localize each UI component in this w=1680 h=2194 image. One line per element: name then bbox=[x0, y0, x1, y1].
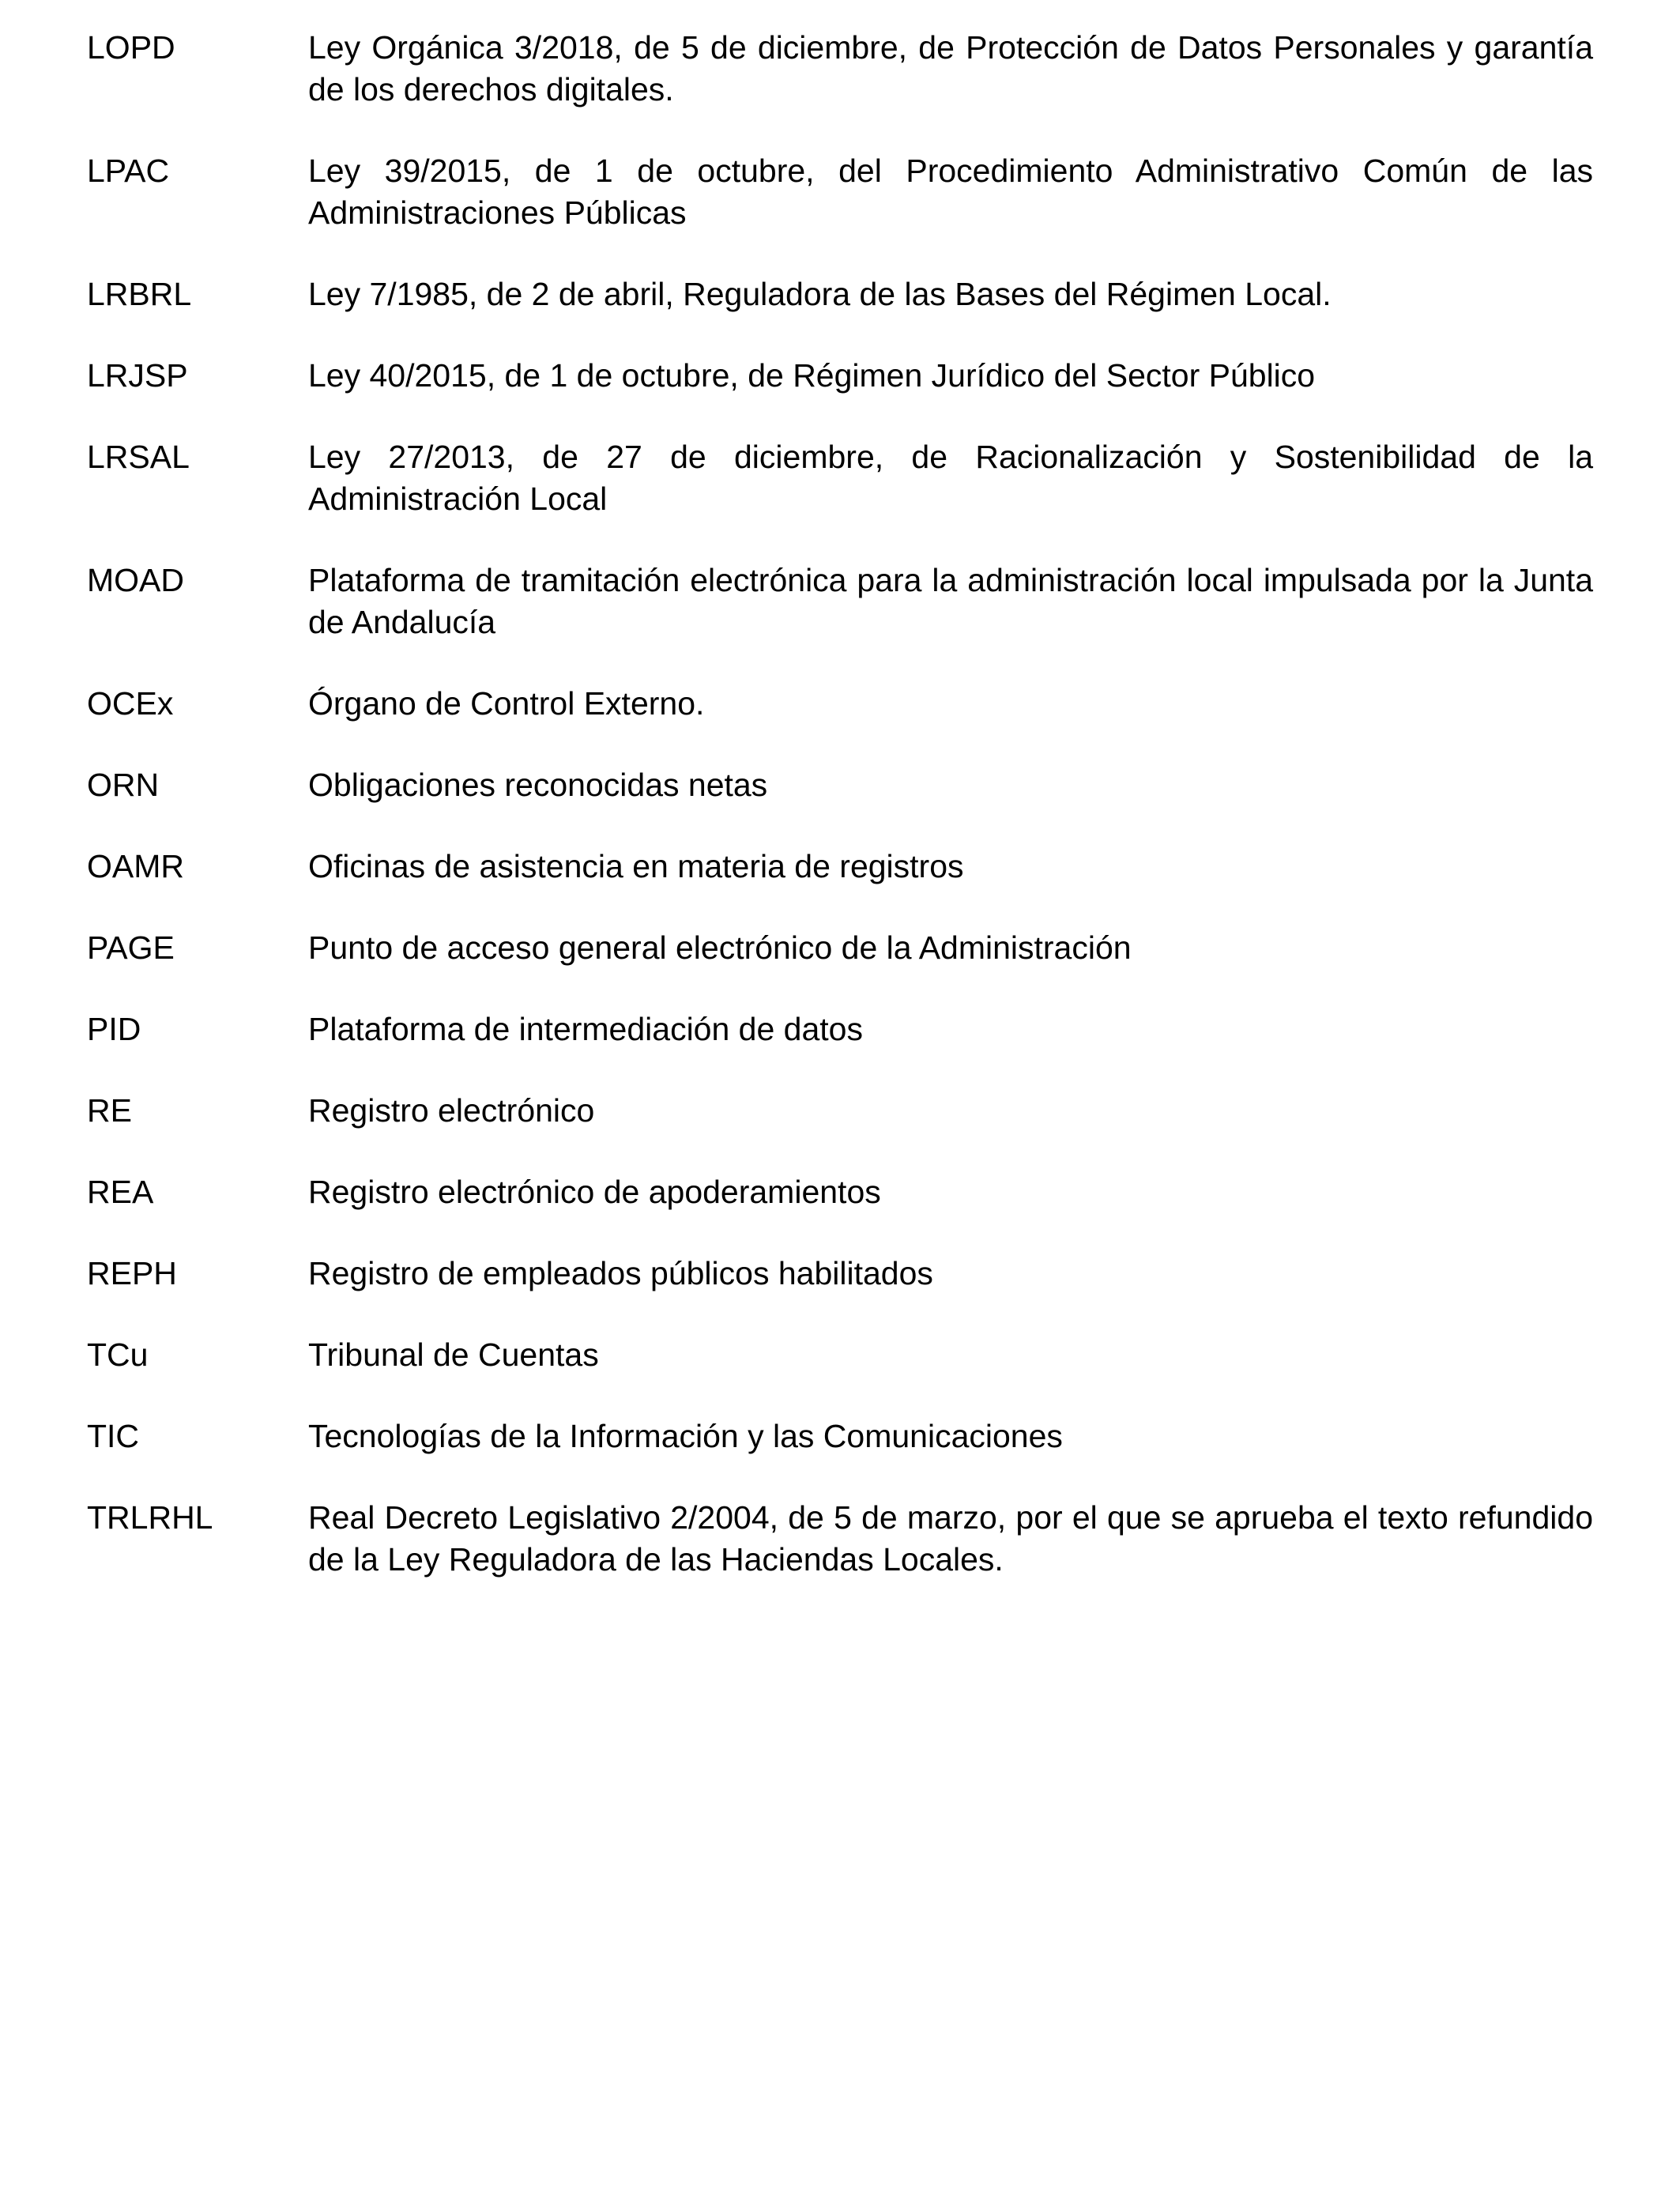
abbreviation: LRBRL bbox=[87, 276, 192, 312]
glossary-entry bbox=[87, 1171, 1593, 1213]
abbreviations-list bbox=[87, 27, 1593, 1620]
glossary-entry bbox=[87, 150, 1593, 234]
glossary-entry bbox=[87, 764, 1593, 806]
definition: Real Decreto Legislativo 2/2004, de 5 de marzo, por el que se aprueba el texto refundido de la Ley Reguladora de las Haciendas Locales. bbox=[308, 1499, 1593, 1578]
abbreviation: RE bbox=[87, 1092, 132, 1129]
definition: Ley 39/2015, de 1 de octubre, del Procedimiento Administrativo Común de las Administraciones Públicas bbox=[308, 153, 1593, 231]
abbreviation: LPAC bbox=[87, 153, 170, 189]
abbreviation: REPH bbox=[87, 1255, 177, 1291]
abbreviation: PID bbox=[87, 1011, 141, 1047]
glossary-entry bbox=[87, 1416, 1593, 1457]
definition: Oficinas de asistencia en materia de registros bbox=[308, 848, 964, 884]
glossary-entry bbox=[87, 846, 1593, 888]
abbreviation: MOAD bbox=[87, 562, 184, 598]
definition: Plataforma de intermediación de datos bbox=[308, 1011, 863, 1047]
abbreviation: LRJSP bbox=[87, 357, 188, 394]
definition: Ley Orgánica 3/2018, de 5 de diciembre, de Protección de Datos Personales y garantía de los derechos digitales. bbox=[308, 29, 1593, 107]
definition: Registro de empleados públicos habilitados bbox=[308, 1255, 933, 1291]
abbreviation: PAGE bbox=[87, 929, 175, 966]
definition: Tribunal de Cuentas bbox=[308, 1336, 599, 1373]
glossary-entry bbox=[87, 1253, 1593, 1295]
abbreviation: ORN bbox=[87, 767, 160, 803]
abbreviation: LRSAL bbox=[87, 439, 190, 475]
abbreviation: TCu bbox=[87, 1336, 149, 1373]
glossary-entry bbox=[87, 560, 1593, 643]
abbreviation: TRLRHL bbox=[87, 1499, 213, 1536]
glossary-entry bbox=[87, 436, 1593, 520]
definition: Plataforma de tramitación electrónica para la administración local impulsada por la Junta de Andalucía bbox=[308, 562, 1593, 640]
definition: Registro electrónico de apoderamientos bbox=[308, 1174, 881, 1210]
glossary-entry bbox=[87, 1334, 1593, 1376]
definition: Ley 7/1985, de 2 de abril, Reguladora de las Bases del Régimen Local. bbox=[308, 276, 1332, 312]
definition: Ley 27/2013, de 27 de diciembre, de Racionalización y Sostenibilidad de la Administración Local bbox=[308, 439, 1593, 517]
glossary-entry bbox=[87, 355, 1593, 397]
glossary-entry bbox=[87, 273, 1593, 315]
glossary-entry bbox=[87, 683, 1593, 725]
glossary-entry bbox=[87, 1497, 1593, 1581]
glossary-entry bbox=[87, 1090, 1593, 1132]
abbreviation: TIC bbox=[87, 1418, 140, 1454]
definition: Punto de acceso general electrónico de la Administración bbox=[308, 929, 1132, 966]
abbreviation: LOPD bbox=[87, 29, 175, 66]
definition: Órgano de Control Externo. bbox=[308, 685, 705, 722]
glossary-entry bbox=[87, 27, 1593, 111]
glossary-entry bbox=[87, 1008, 1593, 1050]
abbreviation: OAMR bbox=[87, 848, 184, 884]
definition: Tecnologías de la Información y las Comunicaciones bbox=[308, 1418, 1063, 1454]
definition: Obligaciones reconocidas netas bbox=[308, 767, 768, 803]
definition: Ley 40/2015, de 1 de octubre, de Régimen Jurídico del Sector Público bbox=[308, 357, 1316, 394]
definition: Registro electrónico bbox=[308, 1092, 595, 1129]
abbreviation: OCEx bbox=[87, 685, 174, 722]
glossary-entry bbox=[87, 927, 1593, 969]
abbreviation: REA bbox=[87, 1174, 154, 1210]
